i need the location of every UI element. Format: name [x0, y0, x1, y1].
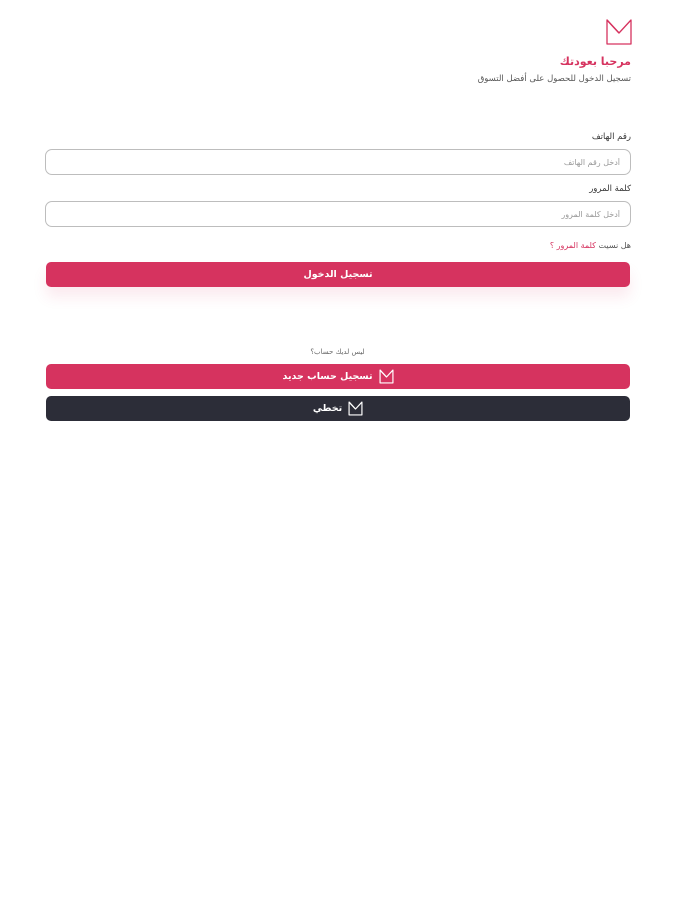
skip-button-label: تخطي	[312, 403, 343, 414]
envelope-logo-icon	[605, 18, 633, 46]
register-button[interactable]	[46, 364, 630, 389]
forgot-password-row	[550, 241, 631, 250]
envelope-logo-icon	[348, 401, 363, 416]
forgot-password-link[interactable]: كلمة المرور ؟	[549, 241, 596, 250]
login-button[interactable]	[46, 262, 630, 287]
skip-button[interactable]	[46, 396, 630, 421]
welcome-subtitle: تسجيل الدخول للحصول على أفضل التسوق	[477, 74, 631, 84]
no-account-prompt: ليس لديك حساب؟	[310, 348, 365, 356]
envelope-logo-icon	[379, 369, 394, 384]
register-button-label: تسجيل حساب جديد	[282, 371, 373, 382]
phone-input[interactable]	[45, 149, 631, 175]
login-button-label: تسجيل الدخول	[303, 269, 373, 280]
password-input[interactable]	[45, 201, 631, 227]
password-label: كلمة المرور	[589, 184, 631, 194]
welcome-title: مرحبا بعودتك	[559, 55, 631, 68]
forgot-password-prefix: هل نسيت	[598, 241, 631, 250]
phone-label: رقم الهاتف	[591, 132, 631, 142]
